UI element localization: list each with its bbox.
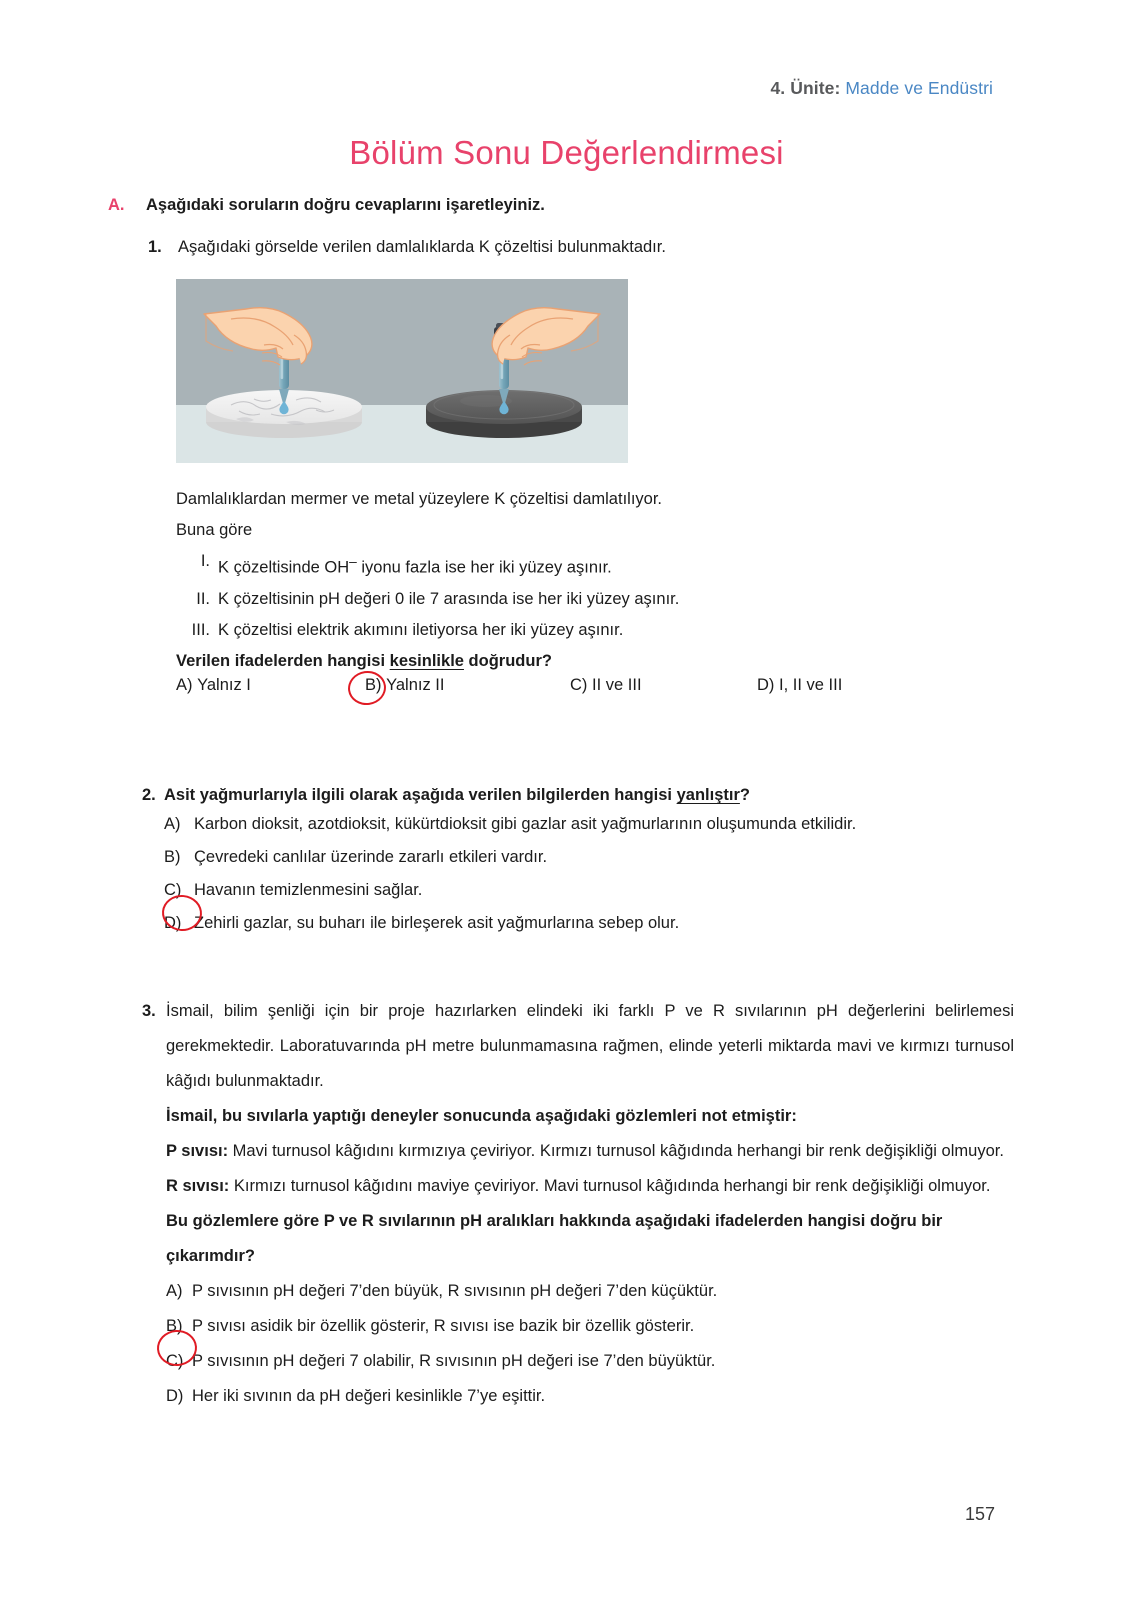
q3-option-c-label: C) [166, 1352, 184, 1370]
question-3-observation-r [166, 1169, 1014, 1204]
q1-intro-line-1: Damlalıklardan mermer ve metal yüzeylere K çözeltisi damlatılıyor. [176, 490, 663, 508]
question-1-figure [176, 279, 628, 463]
q1-statement-1 [176, 546, 996, 584]
q2-option-b-label: B) [164, 848, 181, 866]
q1-intro-line-2: Buna göre [176, 521, 253, 539]
section-a-heading [108, 196, 1008, 215]
question-2-number: 2. [142, 786, 156, 804]
section-letter: A. [108, 196, 125, 214]
droppers-illustration [176, 279, 628, 463]
q1-prompt: Verilen ifadelerden hangisi kesinlikle doğrudur? [176, 651, 552, 670]
q3-observation-r-label: R sıvısı: [166, 1177, 230, 1195]
q1-prompt-underlined: kesinlikle [389, 651, 464, 670]
q2-option-d[interactable] [164, 914, 1012, 933]
q1-statement-1-roman: I. [200, 552, 210, 570]
section-instruction: Aşağıdaki soruların doğru cevaplarını işaretleyiniz. [146, 196, 545, 214]
q2-option-c-text: Havanın temizlenmesini sağlar. [194, 881, 423, 899]
q1-option-b[interactable]: B) Yalnız II [365, 676, 445, 694]
unit-header [770, 78, 993, 99]
q3-option-b-text: P sıvısı asidik bir özellik gösterir, R sıvısı ise bazik bir özellik gösterir. [192, 1317, 695, 1335]
unit-name: Madde ve Endüstri [845, 78, 993, 98]
q3-observation-r-text: Kırmızı turnusol kâğıdını maviye çeviriyor. Mavi turnusol kâğıdında herhangi bir renk değişikliği olmuyor. [233, 1177, 991, 1195]
question-2-options [142, 815, 1012, 933]
question-3-observation-p [166, 1134, 1014, 1169]
q2-option-b[interactable] [164, 848, 1012, 867]
q2-option-a-label: A) [164, 815, 181, 833]
question-1-stem [148, 238, 988, 257]
q3-option-c-text: P sıvısının pH değeri 7 olabilir, R sıvısının pH değeri ise 7’den büyüktür. [192, 1352, 716, 1370]
q1-statement-2-text: K çözeltisinin pH değeri 0 ile 7 arasında ise her iki yüzey aşınır. [218, 589, 680, 608]
left-marble-group [204, 308, 362, 438]
q3-observation-p-text: Mavi turnusol kâğıdını kırmızıya çeviriyor. Kırmızı turnusol kâğıdında herhangi bir renk değişikliği olmuyor. [232, 1142, 1004, 1160]
left-hand [204, 308, 312, 365]
question-3-paragraph-text: İsmail, bilim şenliği için bir proje hazırlarken elindeki iki farklı P ve R sıvılarının pH değerlerini belirlemesi gerekmektedir. Laboratuvarında pH metre bulunmamasına rağmen, elinde yeterli miktarda mavi ve kırmızı turnusol kâğıdı bulunmaktadır. [166, 1002, 1014, 1090]
q1-statement-3-roman: III. [191, 620, 210, 639]
page-title: Bölüm Sonu Değerlendirmesi [349, 134, 784, 171]
q2-option-a[interactable] [164, 815, 1012, 834]
question-3 [142, 994, 1014, 1414]
q3-prompt-text: Bu gözlemlere göre P ve R sıvılarının pH aralıkları hakkında aşağıdaki ifadelerden hangisi doğru bir çıkarımdır? [166, 1212, 943, 1265]
unit-number: 4. Ünite: [770, 78, 841, 98]
q3-note-text: İsmail, bu sıvılarla yaptığı deneyler sonucunda aşağıdaki gözlemleri not etmiştir: [166, 1107, 797, 1125]
q1-option-a[interactable]: A) Yalnız I [176, 676, 251, 694]
q3-option-a[interactable] [166, 1274, 1014, 1309]
q2-option-a-text: Karbon dioksit, azotdioksit, kükürtdioksit gibi gazlar asit yağmurlarının oluşumunda etkilidir. [194, 815, 857, 833]
question-3-note [166, 1099, 1014, 1134]
q2-option-c[interactable] [164, 881, 1012, 900]
q2-option-d-label: D) [164, 914, 182, 932]
q1-statement-3-text: K çözeltisi elektrik akımını iletiyorsa her iki yüzey aşınır. [218, 620, 624, 639]
q2-option-c-label: C) [164, 881, 182, 899]
question-1-stem-text: Aşağıdaki görselde verilen damlalıklarda K çözeltisi bulunmaktadır. [178, 238, 666, 256]
q1-option-c[interactable]: C) II ve III [570, 676, 642, 694]
q3-option-a-label: A) [166, 1282, 183, 1300]
q1-statement-2 [176, 584, 996, 615]
q3-option-b-label: B) [166, 1317, 183, 1335]
page-number: 157 [964, 1504, 995, 1524]
q3-option-c[interactable] [166, 1344, 1014, 1379]
q1-statement-2-roman: II. [196, 589, 210, 608]
question-1-options [176, 676, 1036, 702]
q2-stem-underlined: yanlıştır [676, 786, 740, 804]
right-hand [492, 308, 600, 365]
hydroxide-charge-superscript: – [349, 554, 357, 569]
question-3-number: 3. [142, 1002, 156, 1020]
question-3-options [166, 1274, 1014, 1414]
q3-option-a-text: P sıvısının pH değeri 7’den büyük, R sıvısının pH değeri 7’den küçüktür. [192, 1282, 718, 1300]
question-3-paragraph [142, 994, 1014, 1099]
q3-option-d-label: D) [166, 1387, 184, 1405]
q1-statement-3 [176, 615, 996, 646]
q3-option-b[interactable] [166, 1309, 1014, 1344]
q3-option-d-text: Her iki sıvının da pH değeri kesinlikle 7’ye eşittir. [192, 1387, 546, 1405]
right-metal-group [426, 308, 600, 438]
question-3-prompt [166, 1204, 1014, 1274]
question-2-stem: 2. Asit yağmurlarıyla ilgili olarak aşağıda verilen bilgilerden hangisi yanlıştır? [142, 786, 750, 804]
q1-option-d[interactable]: D) I, II ve III [757, 676, 843, 694]
question-1-number: 1. [148, 238, 162, 256]
q3-option-d[interactable] [166, 1379, 1014, 1414]
q1-statement-1-text: K çözeltisinde OH– iyonu fazla ise her iki yüzey aşınır. [218, 554, 612, 577]
question-2 [142, 786, 1012, 947]
question-1-body [176, 484, 996, 677]
q3-observation-p-label: P sıvısı: [166, 1142, 229, 1160]
q2-option-d-text: Zehirli gazlar, su buharı ile birleşerek asit yağmurlarına sebep olur. [194, 914, 680, 932]
q2-option-b-text: Çevredeki canlılar üzerinde zararlı etkileri vardır. [194, 848, 548, 866]
